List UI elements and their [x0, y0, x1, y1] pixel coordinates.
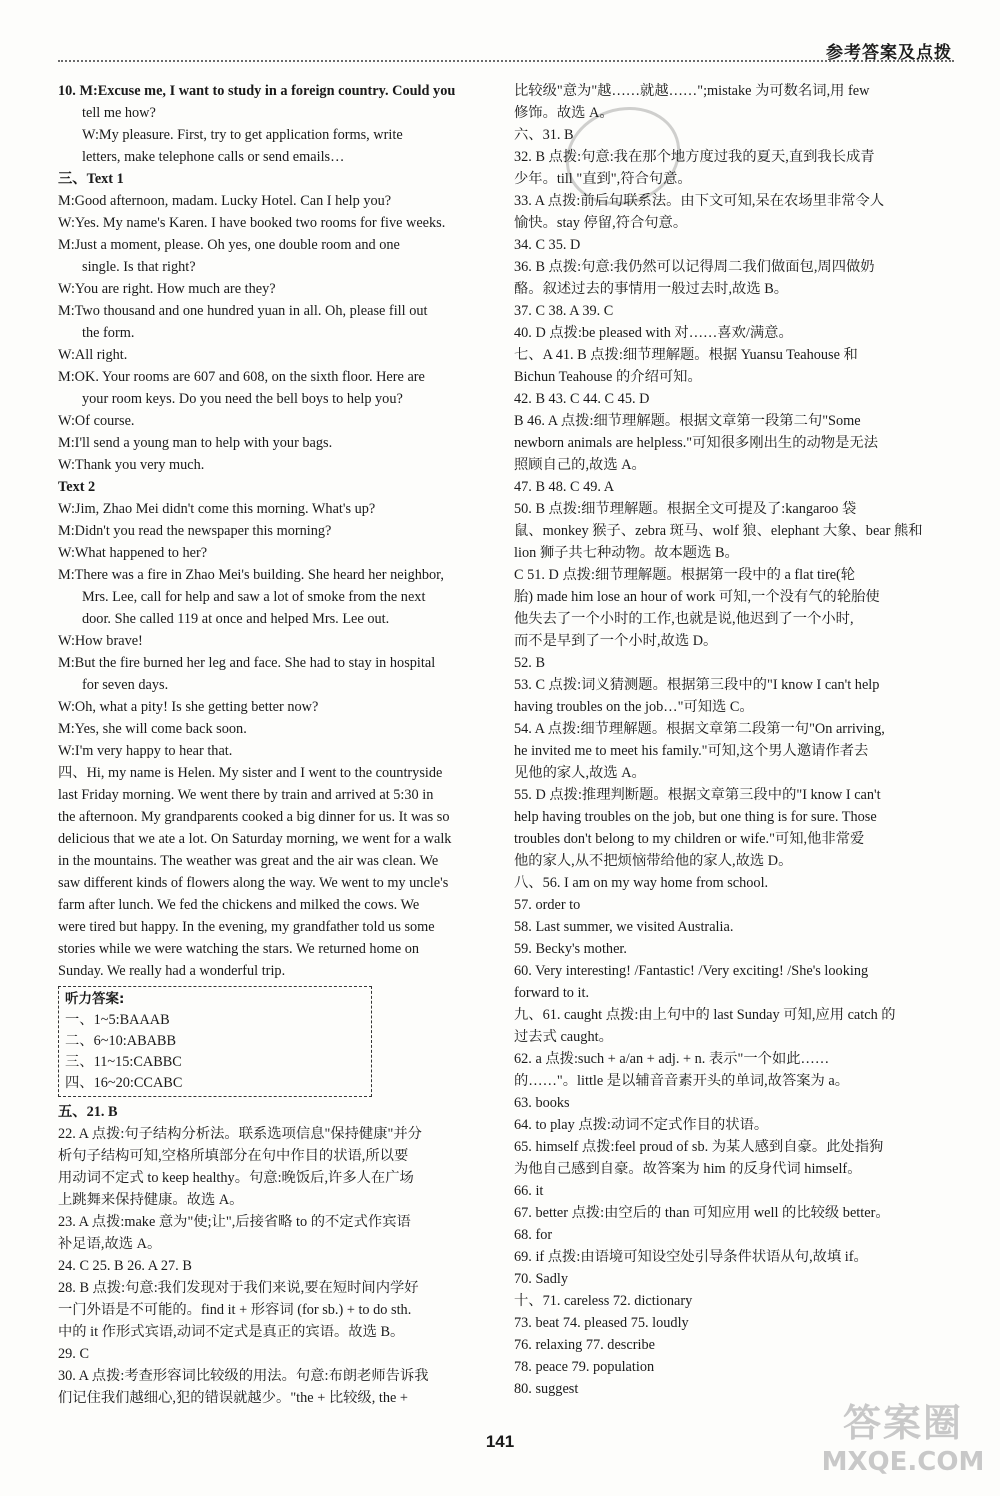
answer-line: having troubles on the job…"可知选 C。 — [514, 699, 754, 715]
dialogue-line: door. She called 119 at once and helped Mrs. Lee out. — [82, 611, 390, 627]
passage-line: stories while we were watching the stars. We returned home on — [58, 941, 420, 957]
passage-line: 四、Hi, my name is Helen. My sister and I went to the countryside — [58, 765, 443, 781]
dialogue-line: W:Thank you very much. — [58, 457, 205, 473]
q10-m1: 10. M:Excuse me, I want to study in a foreign country. Could you — [58, 83, 456, 99]
listening-answer: 二、6~10:ABABB — [65, 1033, 177, 1049]
answer-line: 64. to play 点拨:动词不定式作目的状语。 — [514, 1117, 769, 1133]
dialogue-line: W:Yes. My name's Karen. I have booked two rooms for five weeks. — [58, 215, 446, 231]
watermark-logo — [818, 1392, 988, 1492]
answer-line: C 51. D 点拨:细节理解题。根据第一段中的 a flat tire(轮 — [514, 567, 856, 583]
answer-line: 58. Last summer, we visited Australia. — [514, 919, 734, 935]
header-rule — [58, 60, 954, 62]
answer-line: 53. C 点拨:词义猜测题。根据第三段中的"I know I can't help — [514, 677, 880, 693]
answer-line: 愉快。stay 停留,符合句意。 — [514, 215, 688, 231]
answer-line: 70. Sadly — [514, 1271, 569, 1287]
dialogue-line: M:But the fire burned her leg and face. She had to stay in hospital — [58, 655, 436, 671]
passage-line: the afternoon. My grandparents cooked a big dinner for us. It was so — [58, 809, 450, 825]
answer-line: 的……"。little 是以辅音音素开头的单词,故答案为 a。 — [514, 1073, 850, 1089]
answer-line: 34. C 35. D — [514, 237, 581, 253]
answer-line: 23. A 点拨:make 意为"使;让",后接省略 to 的不定式作宾语 — [58, 1214, 411, 1230]
answer-line: 59. Becky's mother. — [514, 941, 627, 957]
answer-line: B 46. A 点拨:细节理解题。根据文章第一段第二句"Some — [514, 413, 861, 429]
answer-line: 他失去了一个小时的工作,也就是说,他迟到了一个小时, — [514, 611, 854, 627]
answer-line: 52. B — [514, 655, 545, 671]
listening-answer: 四、16~20:CCABC — [65, 1075, 183, 1091]
dialogue-line: Mrs. Lee, call for help and saw a lot of smoke from the next — [82, 589, 426, 605]
answer-line: 酪。叙述过去的事情用一般过去时,故选 B。 — [514, 281, 789, 297]
dialogue-line: single. Is that right? — [82, 259, 196, 275]
answer-line: 36. B 点拨:句意:我仍然可以记得周二我们做面包,周四做奶 — [514, 259, 875, 275]
text1-title: 三、Text 1 — [58, 171, 124, 187]
q28-block — [58, 1277, 490, 1343]
dialogue-line: W:I'm very happy to hear that. — [58, 743, 233, 759]
answer-line: 78. peace 79. population — [514, 1359, 655, 1375]
answer-line: 30. A 点拨:考查形容词比较级的用法。句意:布朗老师告诉我 — [58, 1368, 429, 1384]
q10-w1: W:My pleasure. First, try to get application forms, write — [82, 127, 403, 143]
answer-line: help having troubles on the job, but one thing is for sure. Those — [514, 809, 877, 825]
answer-line: 33. A 点拨:前后句联系法。由下文可知,呆在农场里非常令人 — [514, 193, 885, 209]
answer-line: 而不是早到了一个小时,故选 D。 — [514, 633, 718, 649]
watermark-bottom: MXQE.COM — [821, 1447, 985, 1477]
listening-title: 听力答案: — [65, 991, 125, 1007]
answer-line: 65. himself 点拨:feel proud of sb. 为某人感到自豪。此处指狗 — [514, 1139, 884, 1155]
answer-line: 八、56. I am on my way home from school. — [514, 875, 769, 891]
answer-line: 六、31. B — [514, 127, 574, 143]
answer-line: 鼠、monkey 猴子、zebra 斑马、wolf 狼、elephant 大象、bear 熊和 — [514, 523, 923, 539]
listening-answers-box — [58, 986, 372, 1097]
answer-line: 上跳舞来保持健康。故选 A。 — [58, 1192, 244, 1208]
continuation-line: 修饰。故选 A。 — [514, 105, 614, 121]
answer-line: 67. better 点拨:由空后的 than 可知应用 well 的比较级 better。 — [514, 1205, 890, 1221]
answer-line: 68. for — [514, 1227, 553, 1243]
answer-line: troubles don't belong to my children or wife."可知,他非常爱 — [514, 831, 865, 847]
left-column — [58, 80, 490, 1409]
answer-line: 见他的家人,故选 A。 — [514, 765, 646, 781]
q23-block — [58, 1211, 490, 1255]
answer-line: 80. suggest — [514, 1381, 579, 1397]
dialogue-line: M:Two thousand and one hundred yuan in all. Oh, please fill out — [58, 303, 428, 319]
passage-line: saw different kinds of flowers along the way. We went to my uncle's — [58, 875, 449, 891]
answer-line: 22. A 点拨:句子结构分析法。联系选项信息"保持健康"并分 — [58, 1126, 422, 1142]
answer-line: 析句子结构可知,空格所填部分在句中作目的状语,所以要 — [58, 1148, 409, 1164]
dialogue-line: for seven days. — [82, 677, 169, 693]
text2-title: Text 2 — [58, 479, 96, 495]
answer-line: 为他自己感到自豪。故答案为 him 的反身代词 himself。 — [514, 1161, 862, 1177]
answer-line: 76. relaxing 77. describe — [514, 1337, 655, 1353]
dialogue-line: W:You are right. How much are they? — [58, 281, 276, 297]
text1-dialogue — [58, 190, 490, 476]
dialogue-line: W:Oh, what a pity! Is she getting better now? — [58, 699, 319, 715]
answer-line: 73. beat 74. pleased 75. loudly — [514, 1315, 689, 1331]
answer-line: 54. A 点拨:细节理解题。根据文章第二段第一句"On arriving, — [514, 721, 885, 737]
answer-line: 胎) made him lose an hour of work 可知,一个没有气的轮胎使 — [514, 589, 880, 605]
answer-line: 用动词不定式 to keep healthy。句意:晚饭后,许多人在广场 — [58, 1170, 414, 1186]
dialogue-line: the form. — [82, 325, 135, 341]
answer-line: 60. Very interesting! /Fantastic! /Very exciting! /She's looking — [514, 963, 869, 979]
dialogue-line: M:Just a moment, please. Oh yes, one double room and one — [58, 237, 400, 253]
answer-line: 照顾自己的,故选 A。 — [514, 457, 646, 473]
dialogue-line: M:Didn't you read the newspaper this morning? — [58, 523, 332, 539]
right-column — [514, 80, 954, 1400]
q24-27-line: 24. C 25. B 26. A 27. B — [58, 1258, 192, 1274]
passage-line: last Friday morning. We went there by train and arrived at 5:30 in — [58, 787, 434, 803]
continuation-line: 比较级"意为"越……就越……";mistake 为可数名词,用 few — [514, 83, 870, 99]
q10-w2: letters, make telephone calls or send emails… — [82, 149, 345, 165]
answer-line: 50. B 点拨:细节理解题。根据全文可提及了:kangaroo 袋 — [514, 501, 857, 517]
q22-block — [58, 1123, 490, 1211]
watermark-top: 答案圈 — [842, 1401, 963, 1445]
right-answer-list — [514, 124, 954, 1400]
passage-line: delicious that we ate a lot. On Saturday morning, we went for a walk — [58, 831, 452, 847]
section4-passage — [58, 762, 490, 982]
dialogue-line: W:All right. — [58, 347, 128, 363]
text2-dialogue — [58, 498, 490, 762]
answer-line: 47. B 48. C 49. A — [514, 479, 615, 495]
passage-line: were tired but happy. In the evening, my grandfather told us some — [58, 919, 435, 935]
answer-line: he invited me to meet his family."可知,这个男人邀请作者去 — [514, 743, 869, 759]
dialogue-line: M:Good afternoon, madam. Lucky Hotel. Can I help you? — [58, 193, 392, 209]
answer-line: 37. C 38. A 39. C — [514, 303, 614, 319]
answer-line: 九、61. caught 点拨:由上句中的 last Sunday 可知,应用 catch 的 — [514, 1007, 896, 1023]
section5-head: 五、21. B — [58, 1104, 118, 1120]
answer-line: 63. books — [514, 1095, 570, 1111]
q30-block — [58, 1365, 490, 1409]
answer-line: lion 狮子共七种动物。故本题选 B。 — [514, 545, 739, 561]
answer-line: 32. B 点拨:句意:我在那个地方度过我的夏天,直到我长成青 — [514, 149, 875, 165]
answer-line: 66. it — [514, 1183, 544, 1199]
listening-answer: 三、11~15:CABBC — [65, 1054, 182, 1070]
answer-line: 28. B 点拨:句意:我们发现对于我们来说,要在短时间内学好 — [58, 1280, 419, 1296]
answer-line: 过去式 caught。 — [514, 1029, 613, 1045]
dialogue-line: M:Yes, she will come back soon. — [58, 721, 247, 737]
answer-line: 55. D 点拨:推理判断题。根据文章第三段中的"I know I can't — [514, 787, 881, 803]
answer-line: 69. if 点拨:由语境可知设空处引导条件状语从句,故填 if。 — [514, 1249, 868, 1265]
page-header-title: 参考答案及点拨 — [826, 43, 952, 63]
dialogue-line: W:Jim, Zhao Mei didn't come this morning. What's up? — [58, 501, 376, 517]
q29-line: 29. C — [58, 1346, 89, 1362]
answer-line: 40. D 点拨:be pleased with 对……喜欢/满意。 — [514, 325, 793, 341]
answer-line: 57. order to — [514, 897, 581, 913]
answer-line: 中的 it 作形式宾语,动词不定式是真正的宾语。故选 B。 — [58, 1324, 405, 1340]
answer-line: Bichun Teahouse 的介绍可知。 — [514, 369, 702, 385]
passage-line: in the mountains. The weather was great and the air was clean. We — [58, 853, 439, 869]
listening-answer: 一、1~5:BAAAB — [65, 1012, 170, 1028]
answer-line: 补足语,故选 A。 — [58, 1236, 162, 1252]
answer-line: 十、71. careless 72. dictionary — [514, 1293, 693, 1309]
dialogue-line: W:What happened to her? — [58, 545, 208, 561]
answer-line: 们记住我们越细心,犯的错误就越少。"the + 比较级, the + — [58, 1390, 408, 1406]
passage-line: Sunday. We really had a wonderful trip. — [58, 963, 286, 979]
dialogue-line: W:How brave! — [58, 633, 143, 649]
answer-line: 他的家人,从不把烦恼带给他的家人,故选 D。 — [514, 853, 793, 869]
dialogue-line: M:I'll send a young man to help with your bags. — [58, 435, 333, 451]
answer-line: forward to it. — [514, 985, 590, 1001]
answer-line: 一门外语是不可能的。find it + 形容词 (for sb.) + to do sth. — [58, 1302, 412, 1318]
dialogue-line: your room keys. Do you need the bell boys to help you? — [82, 391, 403, 407]
answer-line: 少年。till "直到",符合句意。 — [514, 171, 692, 187]
answer-line: 42. B 43. C 44. C 45. D — [514, 391, 650, 407]
answer-line: 七、A 41. B 点拨:细节理解题。根据 Yuansu Teahouse 和 — [514, 347, 858, 363]
q10-m2: tell me how? — [82, 105, 156, 121]
dialogue-line: M:OK. Your rooms are 607 and 608, on the sixth floor. Here are — [58, 369, 425, 385]
dialogue-line: W:Of course. — [58, 413, 135, 429]
page-number: 141 — [485, 1432, 515, 1451]
passage-line: farm after lunch. We fed the chickens and milked the cows. We — [58, 897, 420, 913]
dialogue-line: M:There was a fire in Zhao Mei's building. She heard her neighbor, — [58, 567, 444, 583]
answer-line: newborn animals are helpless."可知很多刚出生的动物是无法 — [514, 435, 878, 451]
answer-line: 62. a 点拨:such + a/an + adj. + n. 表示"一个如此…… — [514, 1051, 830, 1067]
